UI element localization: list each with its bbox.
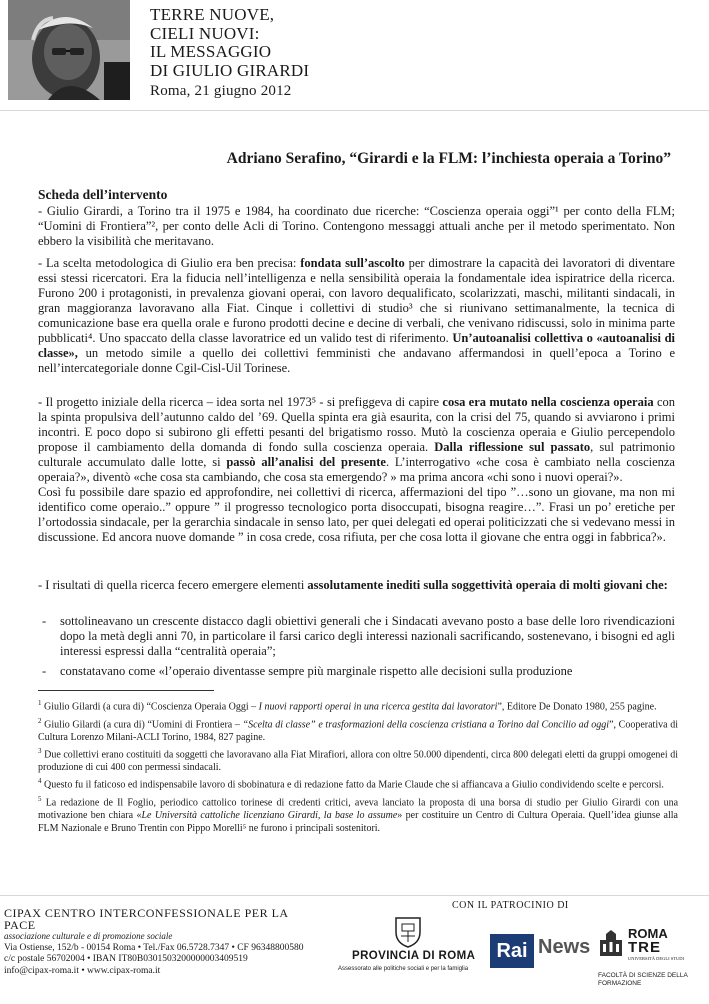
roma-tre-tre-word: TRE bbox=[628, 939, 661, 956]
footnote-3 bbox=[38, 745, 678, 774]
roma-tre-faculty-label: FACOLTÀ DI SCIENZE DELLA FORMAZIONE bbox=[598, 972, 688, 987]
footnotes bbox=[38, 697, 678, 836]
organization-footer bbox=[4, 908, 314, 977]
rai-logo-word: Rai bbox=[490, 934, 534, 968]
footnote-5-text-b: » per costituire un Centro di Cultura Operaia. Quell’idea giunse alla FLM Nazionale e Bruno Trentin con Pippo Morelli⁵ ne furono i principali sostenitori. bbox=[38, 810, 678, 834]
event-title-line-2: CIELI NUOVI: bbox=[150, 23, 260, 43]
paragraph-2-part-1: - La scelta metodologica di Giulio era ben precisa: bbox=[38, 256, 301, 270]
event-title-block bbox=[150, 6, 309, 101]
paragraph-3-bold-3: passò all’analisi del presente bbox=[226, 455, 386, 469]
header-divider bbox=[0, 110, 709, 111]
rai-news-logo bbox=[490, 934, 591, 968]
footnote-1-number: 1 bbox=[38, 699, 42, 707]
paragraph-3-part-3: , sul patrimonio culturale accumulato dalle lotte, si bbox=[38, 440, 675, 469]
footnote-2-number: 2 bbox=[38, 716, 42, 725]
roma-tre-emblem-icon bbox=[598, 928, 624, 958]
paragraph-2-part-3: un metodo simile a quello dei collettivi femministi che andavano affermandosi in quell’epoca a Torino e nell’intercategoriale donne Cgil-Cisl-Uil Torinese. bbox=[38, 346, 675, 375]
paragraph-4-part-1: - I risultati di quella ricerca fecero emergere elementi bbox=[38, 578, 308, 592]
paragraph-2-bold-2: Un’autoanalisi collettiva o «autoanalisi di classe», bbox=[38, 331, 675, 360]
paragraph-4-text bbox=[38, 578, 675, 593]
portrait-photo bbox=[8, 0, 130, 100]
event-title-line-3: IL MESSAGGIO bbox=[150, 42, 272, 61]
footnote-5-italic: Le Università cattoliche licenziano Girardi, la base lo assume bbox=[141, 810, 398, 822]
footnote-2-text-b: ”, Cooperativa di Cultura Lorenzo Milani-ACLI Torino, 1984, 827 pagine. bbox=[38, 719, 678, 743]
footnote-5-text-a: La redazione de Il Foglio, periodico cattolico torinese di credenti critici, aveva lanciato la proposta di una borsa di studio per Giulio Girardi con una motivazione ben chiara « bbox=[38, 797, 679, 822]
footnote-1-text-a: Giulio Gilardi (a cura di) “Coscienza Operaia Oggi – bbox=[44, 701, 259, 713]
document-title: Adriano Serafino, “Girardi e la FLM: l’inchiesta operaia a Torino” bbox=[226, 150, 671, 167]
footer-divider bbox=[0, 895, 709, 896]
organization-subtitle: associazione culturale e di promozione sociale bbox=[4, 931, 173, 941]
paragraph-4 bbox=[38, 578, 675, 593]
footnote-divider bbox=[38, 690, 214, 691]
bullet-dash: - bbox=[42, 664, 47, 678]
paragraph-2-bold-1: fondata sull’ascolto bbox=[300, 256, 405, 270]
section-heading: Scheda dell’intervento bbox=[38, 187, 168, 202]
paragraph-3-bold-1: cosa era mutato nella coscienza operaia bbox=[442, 395, 654, 409]
bullet-item-1-text: sottolineavano un crescente distacco dagli obiettivi generali che i Sindacati avevano posto a base delle loro rivendicazioni dopo la metà degli anni 70, in particolare il farsi carico degli interessi nazionali sacrificando, sostenevano, i bisogni ed agli interessi espressi dalla “centralità operaia”; bbox=[60, 614, 675, 658]
rai-news-word: News bbox=[538, 936, 591, 958]
organization-contact: info@cipax-roma.it • www.cipax-roma.it bbox=[4, 965, 161, 976]
event-title-line-1: TERRE NUOVE, bbox=[150, 5, 275, 24]
bullet-item-2 bbox=[42, 664, 675, 679]
roma-tre-university-label: UNIVERSITÀ DEGLI STUDI bbox=[628, 956, 684, 961]
paragraph-3-part-4: . L’interrogativo «che cosa è cambiato nella coscienza operaia?», diventò «che cosa sta cambiando, che cosa sta emergendo? » ma prima ancora «chi sono i nuovi operai?». bbox=[38, 455, 675, 484]
footnote-2-italic: “Scelta di classe” e trasformazioni della coscienza cristiana a Torino dal Concilio ad oggi bbox=[242, 719, 610, 731]
provincia-label: PROVINCIA DI ROMA bbox=[352, 950, 476, 962]
sponsorship-label: CON IL PATROCINIO DI bbox=[452, 900, 569, 911]
event-title-line-4: DI GIULIO GIRARDI bbox=[150, 60, 310, 80]
footnote-3-number: 3 bbox=[38, 747, 42, 756]
paragraph-2-text bbox=[38, 256, 675, 376]
paragraph-4-bold-1: assolutamente inediti sulla soggettività operaia di molti giovani che: bbox=[307, 578, 668, 592]
bullet-item-1 bbox=[42, 614, 675, 659]
footnote-1-text-b: ”, Editore De Donato 1980, 255 pagine. bbox=[497, 701, 657, 713]
paragraph-2-part-2: per dimostrare la capacità dei lavoratori di diventare essi stessi ricercatori. Era la fiducia nell’intelligenza e nella sensibilità operaia la fondamentale idea ispiratrice della ricerca. Furono 200 i protagonisti, in prevalenza giovani operai, con lavoro dequalificato, scolarizzati, maschi, militanti sindacali, in gran maggioranza lavoravano alla Fiat. Cinque i collettivi di studio³ che si riunivano settimanalmente, la tecnica di comunicazione base era quella orale e furono prodotti decine e decine di verbali, che venivano ridiscussi, solo in minima parte pubblicati⁴. Uno spaccato della classe lavoratrice ed un valido test di riferimento. bbox=[38, 256, 675, 345]
footnote-4 bbox=[38, 775, 678, 792]
event-date: Roma, 21 giugno 2012 bbox=[150, 83, 292, 99]
footnote-4-text-a: Questo fu il faticoso ed indispensabile lavoro di sbobinatura e di redazione fatto da Marie Claude che si affiancava a Giulio condividendo scelte e percorsi. bbox=[44, 779, 664, 791]
provincia-subtitle: Assessorato alle politiche sociali e per la famiglia bbox=[338, 966, 469, 972]
footnote-3-text-a: Due collettivi erano costituiti da soggetti che lavoravano alla Fiat Mirafiori, allora con oltre 50.000 dipendenti, circa 800 delegati eletti da gruppi omogenei di produzione di cui 400 con permessi sindacali. bbox=[38, 749, 679, 773]
provincia-crest-icon bbox=[393, 916, 423, 948]
footnote-4-number: 4 bbox=[38, 777, 42, 786]
roma-tre-logo bbox=[598, 926, 706, 1004]
paragraph-3 bbox=[38, 395, 675, 545]
footnote-1-italic: I nuovi rapporti operai in una ricerca gestita dai lavoratori bbox=[258, 701, 498, 713]
paragraph-3-part-2: con la spinta propulsiva dell’autunno caldo del ’69. Quella spinta era già esaurita, con la crisi del 75, quando si avviarono i primi incontri. E poco dopo si subirono gli effetti pesanti del brigatismo rosso. Mutò la coscienza operaia e Giulio percependolo propose il cambiamento della domanda di fondo sulla coscienza operaia. bbox=[38, 395, 675, 454]
paragraph-3-text bbox=[38, 395, 675, 485]
paragraph-3-part-1: - Il progetto iniziale della ricerca – idea sorta nel 1973⁵ - si prefiggeva di capire bbox=[38, 395, 443, 409]
bullet-dash: - bbox=[42, 614, 47, 628]
organization-name: CIPAX CENTRO INTERCONFESSIONALE PER LA PACE bbox=[4, 906, 288, 932]
paragraph-1-text: - Giulio Girardi, a Torino tra il 1975 e 1984, ha coordinato due ricerche: “Coscienza operaia oggi”¹ per conto della FLM; “Uomini di Frontiera”², per conto delle Acli di Torino. Contengono messaggi attuali anche per il metodo sperimentato. Non ebbero la visibilità che meritavano. bbox=[38, 204, 675, 248]
bullet-item-2-text: constatavano come «l’operaio diventasse sempre più marginale rispetto alle decisioni sulla produzione bbox=[60, 664, 573, 678]
organization-bank: c/c postale 56702004 • IBAN IT80B0301503200000003409519 bbox=[4, 954, 248, 964]
footnote-1 bbox=[38, 697, 678, 714]
paragraph-3-bold-2: Dalla riflessione sul passato bbox=[434, 440, 591, 454]
roma-tre-roma-word: ROMA bbox=[628, 926, 668, 941]
footnote-5-number: 5 bbox=[38, 795, 42, 804]
paragraph-1 bbox=[38, 204, 675, 249]
paragraph-2 bbox=[38, 256, 675, 376]
footnote-2-text-a: Giulio Gilardi (a cura di) “Uomini di Frontiera – bbox=[44, 719, 243, 731]
footnote-5 bbox=[38, 793, 678, 835]
footnote-2 bbox=[38, 715, 678, 744]
paragraph-3-continuation: Così fu possibile dare spazio ed approfondire, nei collettivi di ricerca, affermazioni del tipo ”…sono un giovane, ma non mi identifico come operaio..” oppure ” il progresso tecnologico porta disoccupati, bisogna reagire…”. Frasi un po’ eretiche per l’ortodossia sindacale, per la gerarchia sindacale in senso lato, per quei delegati ed operai politicizzati che si vedevano messi in discussione. Ed ancora nuove domande ” in cosa crede, cosa rifiuta, per che cosa lotta il giovane che entra oggi in fabbrica?». bbox=[38, 485, 675, 544]
organization-address: Via Ostiense, 152/b - 00154 Roma • Tel./Fax 06.5728.7347 • CF 96348800580 bbox=[4, 942, 304, 953]
